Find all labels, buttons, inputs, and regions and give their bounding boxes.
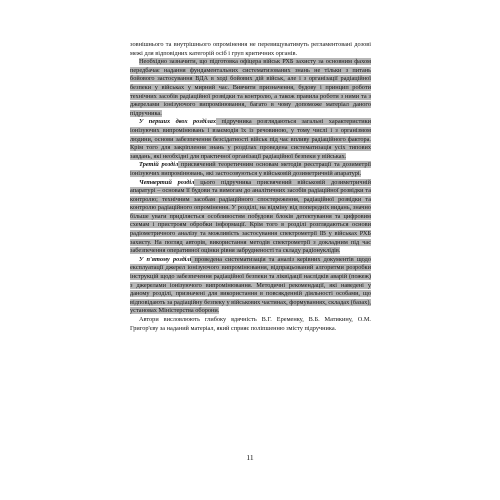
paragraph-lead: У п'ятому розділі — [139, 255, 192, 263]
paragraph-text: присвячений теоретичним основам методів реєстрації та дозиметрії іонізуючих випромінювань, які застосовуються у військовій дозиметричній апаратурі. — [130, 161, 371, 177]
paragraph-lead: Четвертий розділ — [139, 178, 195, 186]
paragraph-text: зовнішнього та внутрішнього опромінення не перевищуватимуть регламентовані дозові межі для відповідних категорій осіб і груп критичних органів. — [130, 41, 371, 57]
paragraph-acknowledgements — [130, 316, 371, 333]
paragraph-chapter-3 — [130, 161, 371, 178]
paragraph-text: Автори висловлюють глибоку вдячність В.Г. Еременку, В.Б. Матикину, О.М. Григор'єву за наданий матеріал, який сприяє поліпшенню змісту підручника. — [130, 316, 371, 332]
paragraph-lead: Третій розділ — [139, 161, 179, 169]
paragraph-chapters-1-2 — [130, 118, 371, 161]
page-number: 11 — [246, 453, 254, 462]
paragraph-text: Необхідно зазначити, що підготовка офіцера військ РХБ захисту за основним фахом передбачає надання фундаментальних систематизованих знань не тільки з питань бойового застосування ВДА в ході бойових дій військ, але і з організації радіаційної безпеки у військах у мирний час. Вивчити призначення, будову і принцип роботи технічних засобів радіаційної розвідки та контролю, а також правила роботи з ними та з джерелами іонізуючого випромінювання, багато в чому допоможе матеріал даного підручника. — [130, 58, 371, 117]
text-body — [130, 41, 371, 333]
paragraph-continuation — [130, 41, 371, 58]
paragraph-intro — [130, 58, 371, 118]
paragraph-chapter-4 — [130, 179, 371, 256]
paragraph-lead: У перших двох розділах — [139, 118, 217, 126]
paragraph-text: підручника розглядаються загальні характеристики іонізуючих випромінювань і взаємодія їх із речовиною, у тому числі і з організмом людини, основи забезпечення безсідатності військ під час впливу радіаційного фактора. Крім того для закріплення знань у розділах проведена систематизація усіх типових завдань, які необхідні для практичної організації радіаційної безпеки у військах. — [130, 118, 371, 160]
paragraph-chapter-5 — [130, 256, 371, 316]
paragraph-text: проведена систематизація та аналіз керівних документів щодо експлуатації джерел іонізуючого випромінювання, відпрацьований алгоритми розробки інструкцій щодо забезпечення радіаційної безпеки та ліквідації наслідків аварій (пожеж) з джерелами іонізуючого випромінювання. Методичні рекомендації, які наведені у даному розділі, призначені для використання в повсякденній діяльності особами, що відповідають за радіаційну безпеку у військових частинах, формуваннях, складах (базах), установах Міністерства оборони. — [130, 255, 371, 315]
paragraph-text: цього підручника присвячений військовій дозиметричній апаратурі – основам її будови та вимогам до аналітичних засобів радіаційної розвідки та контролю; технічним засобам радіаційного спостереження, радіаційної розвідки та контролю радіаційного опромінення. У розділі, на відміну від попередніх видань, значно більше уваги приділяється особливостям побудови блоків детектування та цифровим схемам і пристроям обробки інформації. Крім того в розділі розглядаються основи радіометричного аналізу та можливість застосування спектрометрії ІВ у військах РХБ захисту. На погляд авторів, використання методів спектрометрії з докладним під час забезпечення оперативної оцінки рівня забрудненості та складу радіонуклідів. — [130, 178, 371, 255]
